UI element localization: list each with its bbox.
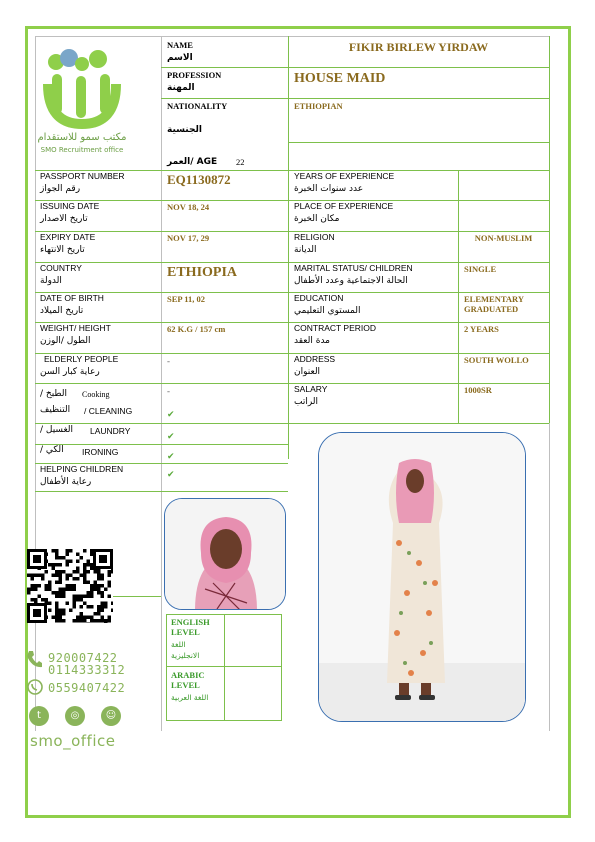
row-value: NOV 17, 29 bbox=[167, 233, 210, 243]
logo-english-text: SMO Recruitment office bbox=[40, 146, 124, 154]
row-value: SINGLE bbox=[464, 264, 497, 274]
arabic-level-label-ar: اللغة العربية bbox=[171, 693, 209, 702]
row-label-en: MARITAL STATUS/ CHILDREN bbox=[294, 263, 413, 273]
row-label-en: LAUNDRY bbox=[90, 426, 131, 436]
logo-arabic-text: مكتب سمو للاستقدام bbox=[37, 132, 127, 143]
row-label-en: IRONING bbox=[82, 447, 119, 457]
row-label-ar: الديانة bbox=[294, 245, 317, 255]
name-value: FIKIR BIRLEW YIRDAW bbox=[348, 40, 489, 54]
row-value: - bbox=[167, 356, 170, 366]
phone-icon bbox=[26, 650, 42, 668]
row-label-ar: عدد سنوات الخبرة bbox=[294, 184, 364, 194]
portrait-photo bbox=[164, 498, 286, 610]
row-label-en: ISSUING DATE bbox=[40, 201, 100, 211]
row-label-ar: تاريخ الانتهاء bbox=[40, 245, 85, 255]
row-value: SOUTH WOLLO bbox=[464, 355, 529, 365]
qr-code-icon bbox=[27, 549, 113, 623]
row-value: 1000SR bbox=[464, 385, 492, 395]
row-label-en: RELIGION bbox=[294, 232, 335, 242]
row-value: ✔ bbox=[167, 470, 175, 480]
row-value: SEP 11, 02 bbox=[167, 294, 206, 304]
row-label-ar: تاريخ الاصدار bbox=[40, 214, 88, 224]
row-label-ar: الدولة bbox=[40, 276, 62, 286]
row-value: NOV 18, 24 bbox=[167, 202, 210, 212]
row-value: ELEMENTARY GRADUATED bbox=[464, 294, 524, 314]
row-label-ar: الغسيل / bbox=[40, 425, 74, 435]
row-value: EQ1130872 bbox=[167, 172, 231, 187]
row-label-ar: الطول /الوزن bbox=[40, 336, 91, 346]
nationality-label: NATIONALITY bbox=[167, 101, 228, 111]
row-label-ar: مكان الخبرة bbox=[294, 214, 340, 224]
social-handle: smo_office bbox=[30, 732, 116, 750]
whatsapp-icon bbox=[27, 679, 43, 695]
row-label-en: YEARS OF EXPERIENCE bbox=[294, 171, 395, 181]
row-value: 62 K.G / 157 cm bbox=[167, 324, 226, 334]
row-label-en: ADDRESS bbox=[294, 354, 336, 364]
row-label-ar: المستوي التعليمي bbox=[294, 306, 361, 316]
row-value: ETHIOPIA bbox=[167, 265, 238, 280]
arabic-level-label: ARABIC LEVEL bbox=[171, 670, 205, 690]
row-label-ar: رقم الجواز bbox=[40, 184, 81, 194]
row-label-en: EDUCATION bbox=[294, 293, 344, 303]
row-label-en: COUNTRY bbox=[40, 263, 82, 273]
row-value: ✔ bbox=[167, 410, 175, 420]
profession-value: HOUSE MAID bbox=[294, 71, 386, 86]
row-label-ar: العنوان bbox=[294, 367, 321, 377]
instagram-icon[interactable]: ◎ bbox=[65, 706, 85, 726]
row-label-ar: مدة العقد bbox=[294, 336, 330, 346]
row-label-ar: رعاية كبار السن bbox=[40, 367, 100, 377]
row-label-en: SALARY bbox=[294, 384, 328, 394]
age-label: العمر/ AGE bbox=[167, 157, 218, 167]
name-label: NAME bbox=[167, 40, 193, 50]
age-value: 22 bbox=[236, 157, 245, 167]
row-label-ar: الطبخ / bbox=[40, 389, 68, 399]
profession-label: PROFESSION bbox=[167, 70, 222, 80]
row-label-en: / CLEANING bbox=[84, 406, 133, 416]
row-label-en: Cooking bbox=[82, 390, 110, 399]
english-level-label: ENGLISH LEVEL bbox=[171, 617, 210, 637]
full-body-photo bbox=[318, 432, 526, 722]
row-label-en: HELPING CHILDREN bbox=[40, 464, 124, 474]
row-value: NON-MUSLIM bbox=[474, 233, 533, 243]
row-label-ar: الكي / bbox=[40, 445, 64, 455]
name-label-ar: الاسم bbox=[167, 53, 193, 63]
row-label-ar: الحالة الاجتماعية وعدد الأطفال bbox=[294, 276, 408, 286]
row-label-en: WEIGHT/ HEIGHT bbox=[40, 323, 111, 333]
row-value: ✔ bbox=[167, 452, 175, 462]
nationality-label-ar: الجنسية bbox=[167, 125, 202, 135]
row-label-en: CONTRACT PERIOD bbox=[294, 323, 377, 333]
row-label-en: ELDERLY PEOPLE bbox=[44, 354, 119, 364]
row-value: ✔ bbox=[167, 432, 175, 442]
whatsapp-number: 0559407422 bbox=[48, 681, 126, 695]
profession-label-ar: المهنة bbox=[167, 83, 195, 93]
phone-number-2: 0114333312 bbox=[48, 663, 126, 677]
nationality-value: ETHIOPIAN bbox=[294, 101, 343, 111]
row-label-en: PLACE OF EXPERIENCE bbox=[294, 201, 394, 211]
phone-number-1: 920007422 bbox=[48, 651, 118, 665]
row-label-ar: رعاية الأطفال bbox=[40, 477, 92, 487]
row-label-en: DATE OF BIRTH bbox=[40, 293, 104, 303]
row-label-en: EXPIRY DATE bbox=[40, 232, 96, 242]
english-level-label-ar: اللغة الانجليزية bbox=[171, 640, 200, 660]
row-label-ar: تاريخ الميلاد bbox=[40, 306, 84, 316]
twitter-icon[interactable]: t bbox=[29, 706, 49, 726]
row-value: - bbox=[167, 386, 170, 396]
row-label-ar: الراتب bbox=[294, 397, 319, 407]
row-label-en: PASSPORT NUMBER bbox=[40, 171, 125, 181]
row-label-ar: التنظيف bbox=[40, 405, 71, 415]
row-value: 2 YEARS bbox=[464, 324, 499, 334]
snapchat-icon[interactable]: ☺ bbox=[101, 706, 121, 726]
